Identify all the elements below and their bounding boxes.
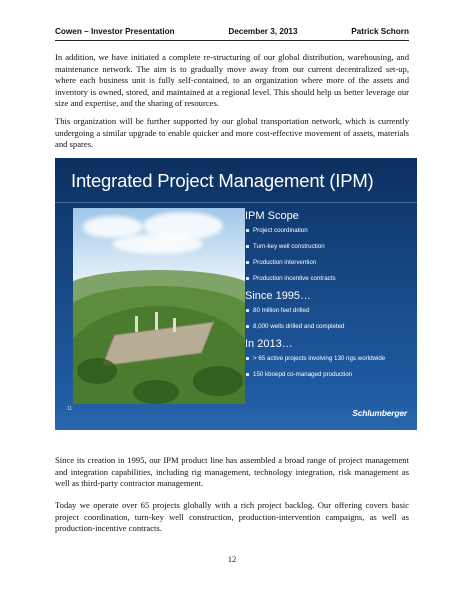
slide-bullet: 150 kboepd co-managed production (253, 370, 411, 379)
body-paragraph-2: This organization will be further supported by our global transportation network, which is currently undergoing a similar upgrade to enable quicker and more cost-effective movement of assets, materials and spares. (55, 116, 409, 150)
header-date: December 3, 2013 (228, 27, 298, 36)
page-header (55, 27, 409, 36)
header-presentation-title: Cowen – Investor Presentation (55, 27, 175, 36)
slide-bullet-column (245, 210, 411, 386)
slide-bullet: Project coordination (253, 226, 411, 235)
body-paragraph-4: Today we operate over 65 projects globally with a rich project backlog. Our offering covers basic project coordination, turn-key well construction, production-intervention campaigns, as well as production-incentive contracts. (55, 500, 409, 534)
ipm-slide-image (55, 158, 417, 430)
body-paragraph-3: Since its creation in 1995, our IPM product line has assembled a broad range of project management and integration capabilities, including rig management, technology integration, risk management as well as third-party contractor management. (55, 455, 409, 489)
slide-bullet: Production intervention (253, 258, 411, 267)
slide-bullet: Production incentive contracts (253, 274, 411, 283)
schlumberger-logo: Schlumberger (352, 408, 407, 418)
header-rule (55, 40, 409, 41)
slide-bullet: 80 million feet drilled (253, 306, 411, 315)
slide-bullet: Turn-key well construction (253, 242, 411, 251)
slide-bullet: 8,000 wells drilled and completed (253, 322, 411, 331)
slide-section-heading: IPM Scope (245, 210, 299, 222)
page-number: 12 (227, 554, 237, 564)
slide-section-heading: In 2013… (245, 338, 293, 350)
rig-site-aerial-photo (73, 208, 245, 404)
header-author: Patrick Schorn (351, 27, 409, 36)
body-paragraph-1: In addition, we have initiated a complete re-structuring of our global distribution, warehousing, and maintenance network. The aim is to gradually move away from our current decentralized set-up, where each business unit is fully self-contained, to an organization where more of the assets and inventory is owned, stored, and maintained at a regional level. This should help us better leverage our size and expertise, and the sharing of resources. (55, 52, 409, 109)
slide-title-rule (55, 202, 417, 203)
slide-section-heading: Since 1995… (245, 290, 312, 302)
slide-bullet: > 65 active projects involving 130 rigs worldwide (253, 354, 411, 363)
slide-number: 11 (67, 406, 73, 412)
slide-title: Integrated Project Management (IPM) (71, 170, 374, 191)
